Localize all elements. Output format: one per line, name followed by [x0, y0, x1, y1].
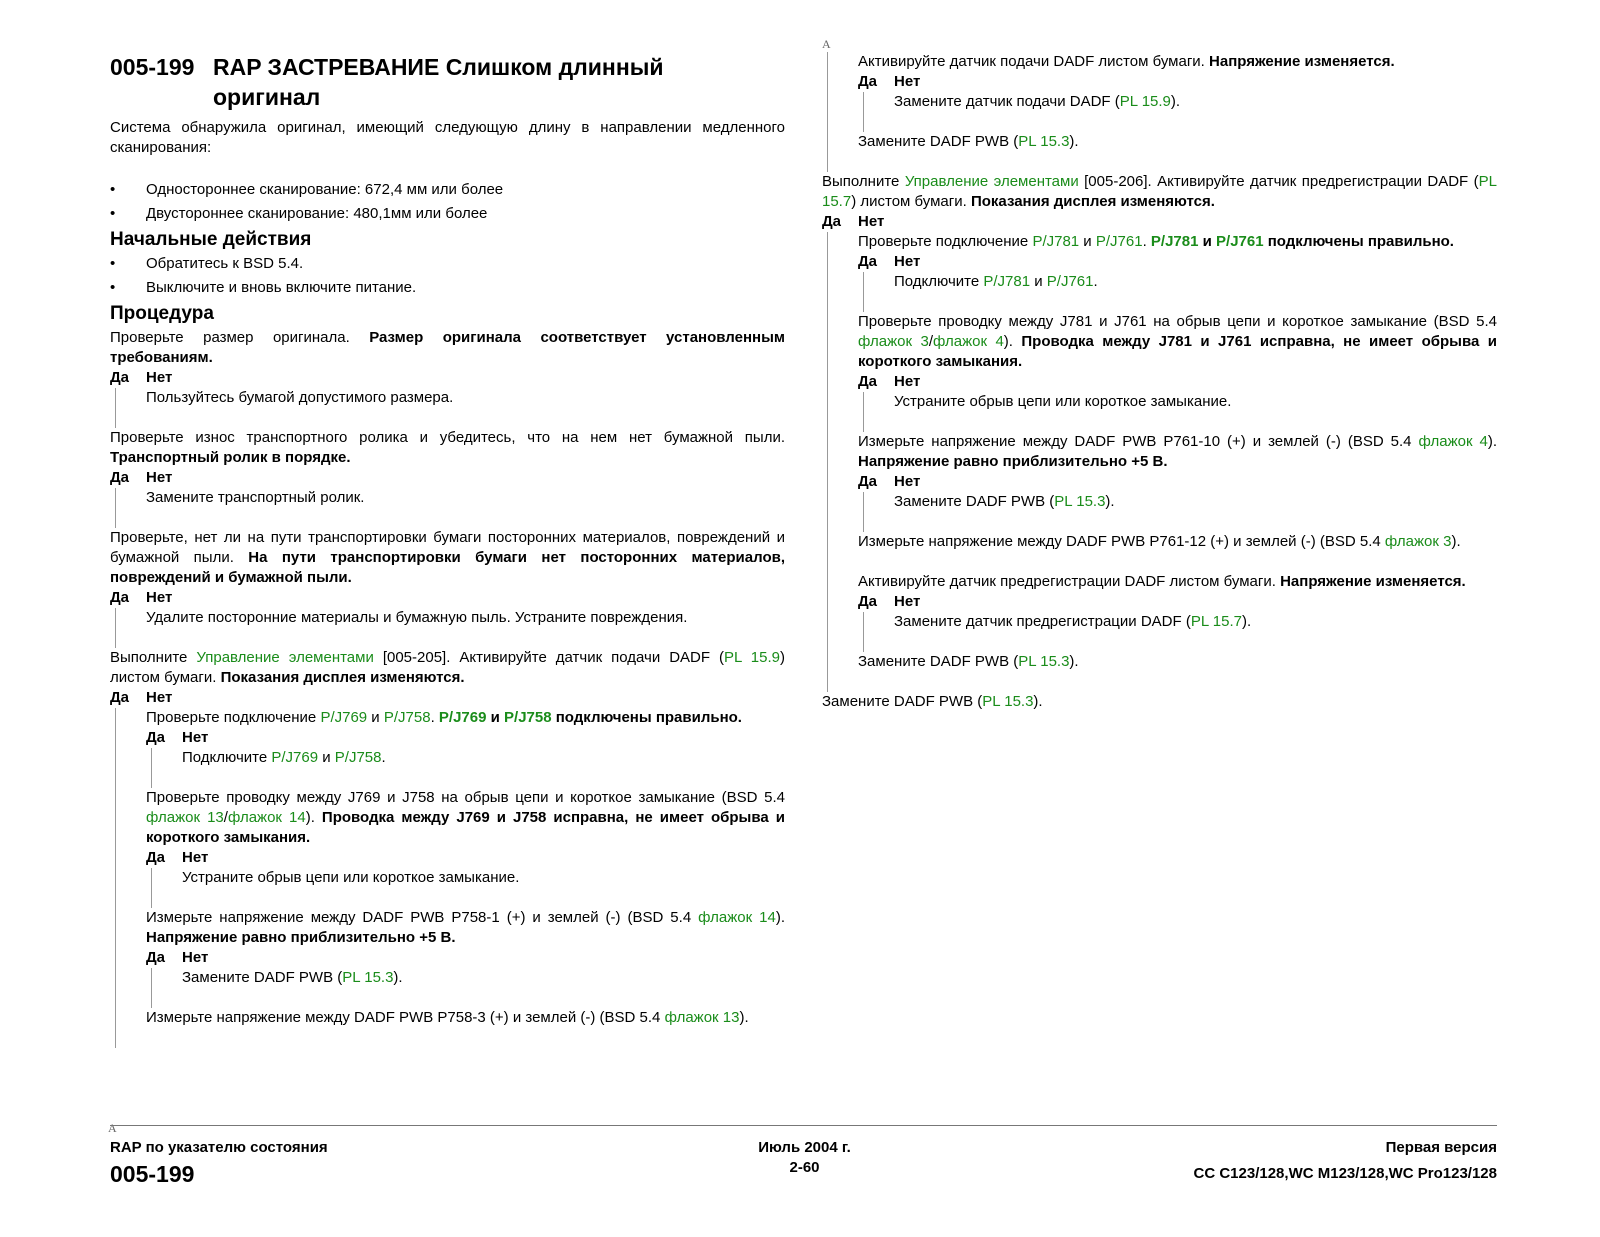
no-branch — [110, 488, 785, 528]
footer-date: Июль 2004 г. — [758, 1139, 851, 1156]
no-action: Пользуйтесь бумагой допустимого размера. — [146, 389, 454, 406]
connector-link[interactable]: P/J758 — [504, 709, 552, 726]
yes-no-row: Да Нет — [110, 589, 173, 606]
no-branch — [146, 868, 785, 908]
no-action: Замените датчик подачи DADF (PL 15.9). — [894, 93, 1181, 110]
footer-version: Первая версия — [1385, 1139, 1497, 1156]
flag-link[interactable]: флажок 4 — [1418, 433, 1488, 450]
yes-no-row: Да Нет — [110, 689, 173, 706]
connector-link[interactable]: P/J781 — [983, 273, 1031, 290]
step-4-voltage-1: Измерьте напряжение между DADF PWB P758-1 (+) и землей (-) (BSD 5.4 флажок 14). Напряжение равно приблизительно +5 В. — [146, 909, 785, 946]
no-branch — [858, 392, 1497, 432]
no-action: Устраните обрыв цепи или короткое замыкание. — [182, 869, 520, 886]
yes-action: Замените DADF PWB (PL 15.3). — [858, 133, 1079, 150]
final-action: Замените DADF PWB (PL 15.3). — [822, 693, 1043, 710]
yes-action: Замените DADF PWB (PL 15.3). — [858, 653, 1079, 670]
pl-link[interactable]: PL 15.7 — [822, 173, 1497, 210]
yes-no-row: Да Нет — [858, 473, 921, 490]
step-4-connection: Проверьте подключение P/J769 и P/J758. P/J769 и P/J758 подключены правильно. — [146, 709, 742, 726]
yes-no-row: Да Нет — [146, 849, 209, 866]
step-5-connection: Проверьте подключение P/J781 и P/J761. P/J781 и P/J761 подключены правильно. — [858, 233, 1454, 250]
no-action: Замените DADF PWB (PL 15.3). — [894, 493, 1115, 510]
no-action: Замените датчик предрегистрации DADF (PL 15.7). — [894, 613, 1252, 630]
no-branch — [146, 748, 785, 788]
yes-no-row: Да Нет — [110, 369, 173, 386]
right-column — [822, 37, 1497, 712]
flag-link[interactable]: флажок 13 — [664, 1009, 740, 1026]
no-action: Замените DADF PWB (PL 15.3). — [182, 969, 403, 986]
initial-heading: Начальные действия — [110, 229, 312, 250]
pl-link[interactable]: PL 15.3 — [1018, 133, 1070, 150]
list-item: • Выключите и вновь включите питание. — [110, 279, 417, 296]
component-control-link[interactable]: Управление элементами — [904, 173, 1079, 190]
pl-link[interactable]: PL 15.3 — [1018, 653, 1070, 670]
no-action: Удалите посторонние материалы и бумажную пыль. Устраните повреждения. — [146, 609, 688, 626]
yes-no-row: Да Нет — [110, 469, 173, 486]
no-branch — [858, 492, 1497, 532]
flag-link[interactable]: флажок 14 — [698, 909, 776, 926]
left-column — [108, 52, 786, 1135]
flag-link[interactable]: флажок 4 — [932, 333, 1004, 350]
yes-no-row: Да Нет — [858, 73, 921, 90]
step-2: Проверьте износ транспортного ролика и убедитесь, что на нем нет бумажной пыли. Транспортный ролик в порядке. — [110, 429, 785, 466]
connector-link[interactable]: P/J769 — [320, 709, 368, 726]
pl-link[interactable]: PL 15.9 — [724, 649, 780, 666]
no-branch — [858, 272, 1497, 312]
no-action: Подключите P/J781 и P/J761. — [894, 273, 1098, 290]
component-control-link[interactable]: Управление элементами — [196, 649, 374, 666]
continuation-marker: A — [108, 1121, 117, 1135]
yes-no-row: Да Нет — [858, 593, 921, 610]
connector-link[interactable]: P/J758 — [383, 709, 431, 726]
yes-no-row: Да Нет — [858, 373, 921, 390]
yes-no-row: Да Нет — [146, 949, 209, 966]
connector-link[interactable]: P/J781 — [1032, 233, 1080, 250]
title-line1: RAP ЗАСТРЕВАНИЕ Слишком длинный — [213, 54, 664, 80]
step-4-voltage-2: Измерьте напряжение между DADF PWB P758-3 (+) и землей (-) (BSD 5.4 флажок 13). — [146, 1009, 749, 1026]
no-branch — [858, 92, 1497, 132]
flag-link[interactable]: флажок 13 — [146, 809, 224, 826]
no-branch — [146, 968, 785, 1008]
step-4: Выполните Управление элементами [005-205]. Активируйте датчик подачи DADF (PL 15.9) листом бумаги. Показания дисплея изменяются. — [110, 649, 785, 686]
footer-models: CC C123/128,WC M123/128,WC Pro123/128 — [1193, 1165, 1497, 1182]
step-5-sensor: Активируйте датчик предрегистрации DADF листом бумаги. Напряжение изменяется. — [858, 573, 1466, 590]
step-3: Проверьте, нет ли на пути транспортировки бумаги посторонних материалов, повреждений и бумажной пыли. На пути транспортировки бумаги нет посторонних материалов, повреждений и бумажной пыли. — [110, 529, 786, 586]
continued-branch — [822, 52, 1497, 172]
list-item: • Одностороннее сканирование: 672,4 мм или более — [110, 181, 504, 198]
footer-code: 005-199 — [110, 1161, 195, 1187]
pl-link[interactable]: PL 15.7 — [1190, 613, 1242, 630]
connector-link[interactable]: P/J769 — [438, 709, 487, 726]
pl-link[interactable]: PL 15.3 — [982, 693, 1034, 710]
footer-page-number: 2-60 — [789, 1159, 820, 1176]
step-4-wiring: Проверьте проводку между J769 и J758 на обрыв цепи и короткое замыкание (BSD 5.4 флажок 13/флажок 14). Проводка между J769 и J758 исправна, не имеет обрыва и короткого замыкания. — [146, 789, 785, 846]
footer-section: RAP по указателю состояния — [110, 1139, 328, 1156]
no-action: Устраните обрыв цепи или короткое замыкание. — [894, 393, 1232, 410]
pl-link[interactable]: PL 15.3 — [342, 969, 394, 986]
yes-no-row: Да Нет — [822, 213, 885, 230]
no-branch — [110, 608, 785, 648]
list-item: • Обратитесь к BSD 5.4. — [110, 255, 304, 272]
connector-link[interactable]: P/J781 — [1150, 233, 1199, 250]
flag-link[interactable]: флажок 3 — [858, 333, 929, 350]
yes-no-row: Да Нет — [858, 253, 921, 270]
step-5-voltage-2: Измерьте напряжение между DADF PWB P761-12 (+) и землей (-) (BSD 5.4 флажок 3). — [858, 533, 1461, 550]
page-title — [110, 52, 785, 112]
connector-link[interactable]: P/J769 — [271, 749, 319, 766]
footer-right — [1194, 1138, 1497, 1184]
no-branch — [858, 612, 1497, 652]
step-5: Выполните Управление элементами [005-206]. Активируйте датчик предрегистрации DADF (PL 15.7) листом бумаги. Показания дисплея изменяются. — [822, 173, 1497, 210]
step-1: Проверьте размер оригинала. Размер оригинала соответствует установленным требованиям. — [110, 329, 785, 366]
page-footer — [110, 1125, 1497, 1187]
footer-left — [110, 1138, 328, 1187]
step-5-voltage-1: Измерьте напряжение между DADF PWB P761-10 (+) и землей (-) (BSD 5.4 флажок 4). Напряжение равно приблизительно +5 В. — [858, 433, 1497, 470]
no-action: Замените транспортный ролик. — [146, 489, 365, 506]
pl-link[interactable]: PL 15.9 — [1119, 93, 1171, 110]
no-action: Подключите P/J769 и P/J758. — [182, 749, 386, 766]
step-4-sensor: Активируйте датчик подачи DADF листом бумаги. Напряжение изменяется. — [858, 53, 1395, 70]
continuation-marker: A — [822, 37, 831, 51]
connector-link[interactable]: P/J761 — [1046, 273, 1094, 290]
procedure-heading: Процедура — [110, 303, 214, 324]
yes-no-row: Да Нет — [146, 729, 209, 746]
flag-link[interactable]: флажок 3 — [1384, 533, 1452, 550]
no-branch — [110, 388, 785, 428]
list-item: • Двустороннее сканирование: 480,1мм или более — [110, 205, 488, 222]
pl-link[interactable]: PL 15.3 — [1054, 493, 1106, 510]
intro-text: Система обнаружила оригинал, имеющий следующую длину в направлении медленного сканирования: — [110, 119, 785, 156]
title-line2: оригинал — [213, 84, 321, 110]
connector-link[interactable]: P/J758 — [334, 749, 382, 766]
no-branch — [822, 232, 1497, 692]
connector-link[interactable]: P/J761 — [1216, 233, 1264, 250]
step-5-wiring: Проверьте проводку между J781 и J761 на обрыв цепи и короткое замыкание (BSD 5.4 флажок 3/флажок 4). Проводка между J781 и J761 исправна, не имеет обрыва и короткого замыкания. — [858, 313, 1497, 370]
no-branch — [110, 708, 785, 1048]
connector-link[interactable]: P/J761 — [1095, 233, 1143, 250]
flag-link[interactable]: флажок 14 — [227, 809, 306, 826]
title-code: 005-199 — [110, 54, 195, 80]
